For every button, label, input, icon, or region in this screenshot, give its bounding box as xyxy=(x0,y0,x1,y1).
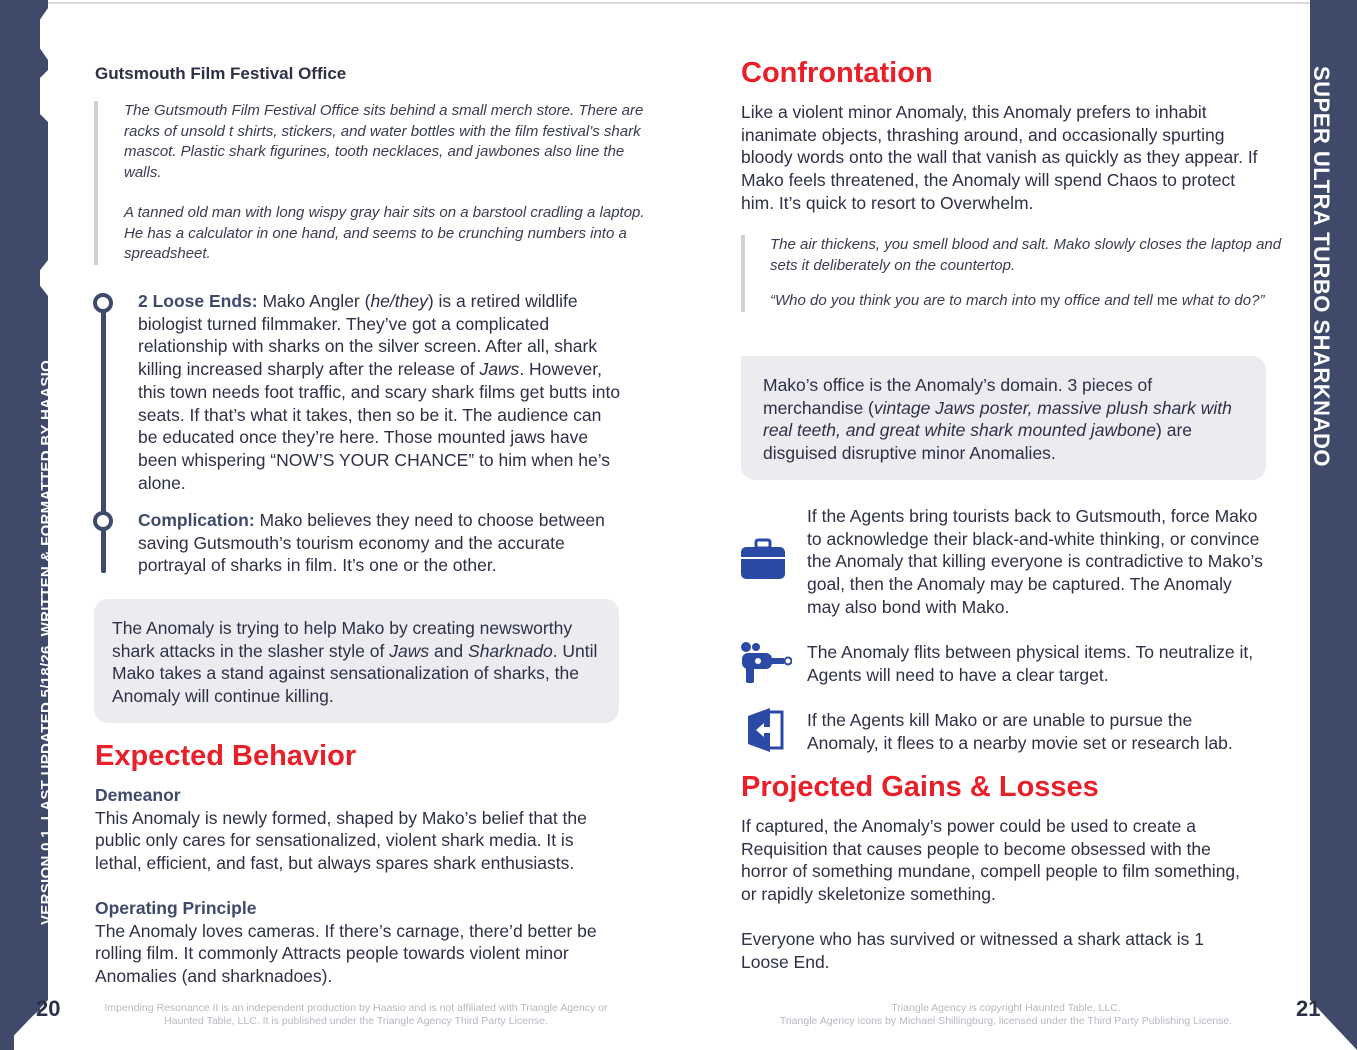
demeanor-section xyxy=(95,784,623,875)
top-rule xyxy=(48,2,1310,4)
demeanor-text: This Anomaly is newly formed, shaped by Mako’s belief that the public only cares for sensationalized, violent shark media. It is lethal, efficient, and fast, but always spares shark enthusiasts. xyxy=(95,807,587,874)
pronouns: he/they xyxy=(370,291,428,311)
quote-emphasis: me xyxy=(1156,292,1178,309)
timeline-bar xyxy=(101,295,106,573)
gains-losses-para: Everyone who has survived or witnessed a shark attack is 1 Loose End. xyxy=(741,929,1204,972)
neutralizer-gun-icon xyxy=(738,641,792,685)
anomaly-motive-callout xyxy=(94,599,619,723)
outcome-neutralize-text: The Anomaly flits between physical items. To neutralize it, Agents will need to have a clear target. xyxy=(807,642,1254,685)
side-credit: VERSION 0.1. LAST UPDATED 5/18/26. WRITTEN & FORMATTED BY HAASIO xyxy=(38,359,55,925)
left-footer-license: Impending Resonance II is an independent production by Haasio and is not affiliated with Triangle Agency or Haunted Table, LLC. It is published under the Triangle Agency Third Party License. xyxy=(104,1002,608,1027)
exit-door-icon xyxy=(748,708,784,752)
quote-text: what to do?” xyxy=(1177,292,1265,309)
loose-ends-text: . However, this town needs foot traffic, and scary shark films get butts into seats. If that’s what it takes, then so be it. The audience can be educated once they’re here. Those mounted jaws have been whispering “NOW’S YOUR CHANCE” to him when he’s alone. xyxy=(138,359,621,493)
loose-ends-name: Mako Angler ( xyxy=(262,291,371,311)
quote-text: office and tell xyxy=(1060,292,1157,309)
complication-label: Complication: xyxy=(138,510,255,530)
side-title: SUPER ULTRA TURBO SHARKNADO xyxy=(1309,66,1334,467)
gains-losses-para: If captured, the Anomaly’s power could be used to create a Requisition that causes people to become obsessed with the horror of something mundane, compell people to film something, or rapidly skeletonize something. xyxy=(741,816,1241,905)
right-footer-credits xyxy=(740,1002,1272,1028)
loose-ends-label: 2 Loose Ends: xyxy=(138,291,258,311)
quote-paragraph: The Gutsmouth Film Festival Office sits behind a small merch store. There are racks of unsold t shirts, stickers, and water bottles with the film festival’s shark mascot. Plastic shark figurines, tooth necklaces, and jawbones also line the walls. xyxy=(124,102,644,181)
quote-line: The air thickens, you smell blood and salt. Mako slowly closes the laptop and sets it deliberately on the countertop. xyxy=(770,236,1282,274)
principle-text: The Anomaly loves cameras. If there’s carnage, there’d better be rolling film. It commonly Attracts people towards violent minor Anomalies (and sharknadoes). xyxy=(95,920,597,987)
quote-line xyxy=(770,291,1290,312)
callout-text: and xyxy=(429,640,469,661)
timeline-dot xyxy=(93,511,113,531)
complication-entry xyxy=(138,509,618,577)
gains-losses-title: Projected Gains & Losses xyxy=(741,771,1099,803)
page-number-right: 21 xyxy=(1296,996,1321,1021)
callout-text: ) are disguised disruptive minor Anomalies. xyxy=(763,420,1193,464)
complication-text: Mako believes they need to choose between saving Gutsmouth’s tourism economy and the accurate portrayal of sharks in film. It’s one or the other. xyxy=(138,510,605,576)
film-title: Jaws xyxy=(389,640,430,661)
film-title: Jaws xyxy=(479,359,520,380)
merchandise-list: vintage Jaws poster, massive plush shark with real teeth, and great white shark mounted jawbone xyxy=(763,397,1232,441)
loose-ends-text: ) is a retired wildlife biologist turned filmmaker. They’ve got a complicated relationship with sharks on the silver screen. After all, shark killing increased sharply after the release of xyxy=(138,291,598,380)
outcome-escape-text: If the Agents kill Mako or are unable to pursue the Anomaly, it flees to a nearby movie set or research lab. xyxy=(807,710,1233,753)
demeanor-label: Demeanor xyxy=(95,785,181,805)
outcome-capture-text: If the Agents bring tourists back to Gutsmouth, force Mako to acknowledge their black-and-white thinking, or convince the Anomaly that killing everyone is contradictive to Mako’s goal, then the Anomaly may be captured. The Anomaly may also bond with Mako. xyxy=(807,506,1263,617)
footer-line: Triangle Agency is copyright Haunted Table, LLC. xyxy=(891,1002,1121,1014)
location-title: Gutsmouth Film Festival Office xyxy=(95,64,347,83)
briefcase-icon xyxy=(740,538,786,580)
callout-text: . Until Mako takes a stand against sensationalization of sharks, the Anomaly will continue killing. xyxy=(112,640,598,707)
principle-label: Operating Principle xyxy=(95,898,257,918)
quote-paragraph: A tanned old man with long wispy gray hair sits on a barstool cradling a laptop. He has a calculator in one hand, and seems to be crunching numbers into a spreadsheet. xyxy=(124,204,645,262)
callout-text: Mako’s office is the Anomaly’s domain. 3 pieces of merchandise ( xyxy=(763,375,1153,418)
confrontation-text: Like a violent minor Anomaly, this Anomaly prefers to inhabit inanimate objects, thrashing around, and occasionally spurting bloody words onto the wall that vanish as quickly as they appear. If Mako feels threatened, the Anomaly will spend Chaos to protect him. It’s quick to resort to Overwhelm. xyxy=(741,102,1258,213)
loose-ends-entry xyxy=(138,290,623,494)
domain-callout xyxy=(741,356,1266,480)
location-description-quote xyxy=(94,101,652,265)
operating-principle-section xyxy=(95,897,623,988)
quote-emphasis: my xyxy=(1040,292,1061,309)
footer-line: Triangle Agency icons by Michael Shillingburg, licensed under the Third Party Publishing License. xyxy=(779,1015,1233,1027)
confrontation-quote xyxy=(741,235,1290,312)
expected-behavior-title: Expected Behavior xyxy=(95,740,357,772)
confrontation-title: Confrontation xyxy=(741,57,933,89)
callout-text: The Anomaly is trying to help Mako by creating newsworthy shark attacks in the slasher style of xyxy=(112,618,573,661)
timeline-dot xyxy=(93,293,113,313)
film-title: Sharknado xyxy=(468,640,553,661)
quote-text: “Who do you think you are to march into xyxy=(770,292,1041,309)
right-sidebar-notch xyxy=(1310,880,1357,1050)
page-number-left: 20 xyxy=(36,996,61,1021)
